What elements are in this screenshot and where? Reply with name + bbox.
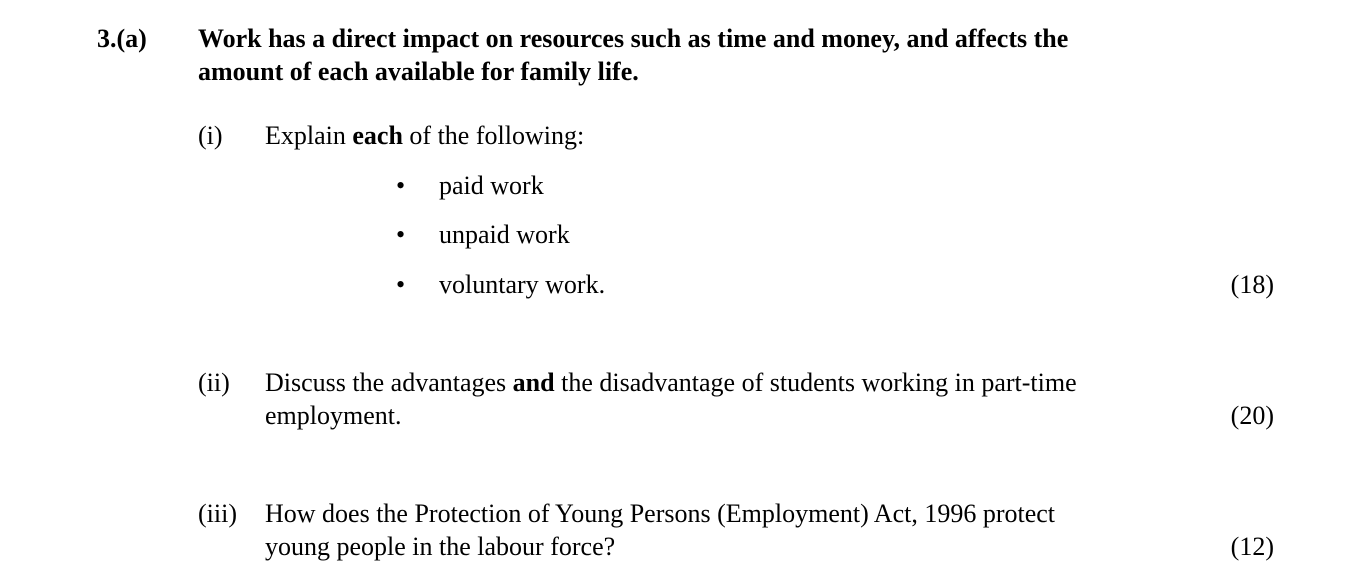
part-i-label: (i) [198, 121, 223, 150]
bullet-item-unpaid-work: unpaid work [439, 220, 570, 249]
part-iii-marks: (12) [1230, 532, 1274, 561]
bullet-icon: • [396, 220, 406, 249]
part-iii-line-1: How does the Protection of Young Persons (Employment) Act, 1996 protect [265, 499, 1056, 528]
part-ii-line-2: employment. [265, 401, 402, 430]
part-ii-line-1-start: Discuss the advantages [265, 368, 513, 397]
part-ii-label: (ii) [198, 368, 230, 397]
part-ii-line-1-end: the disadvantage of students working in part-time [554, 368, 1077, 397]
part-i-prompt-start: Explain [265, 121, 353, 150]
part-iii-label: (iii) [198, 499, 237, 528]
part-ii-line-1 [265, 366, 1077, 399]
question-number: 3.(a) [97, 24, 147, 53]
question-stem [198, 22, 1068, 88]
bullet-item-voluntary-work: voluntary work. [439, 270, 606, 299]
part-ii-emphasis: and [512, 368, 555, 397]
part-ii-marks: (20) [1230, 401, 1274, 430]
part-i-prompt-end: of the following: [402, 121, 585, 150]
question-stem-line-1: Work has a direct impact on resources such as time and money, and affects the [198, 24, 1069, 53]
part-iii-line-2: young people in the labour force? [265, 532, 616, 561]
bullet-icon: • [396, 171, 406, 200]
bullet-item-paid-work: paid work [439, 171, 544, 200]
bullet-icon: • [396, 270, 406, 299]
part-i-marks: (18) [1230, 270, 1274, 299]
question-stem-line-2: amount of each available for family life. [198, 57, 639, 86]
part-i-prompt-emphasis: each [352, 121, 403, 150]
part-i-prompt [265, 119, 584, 152]
